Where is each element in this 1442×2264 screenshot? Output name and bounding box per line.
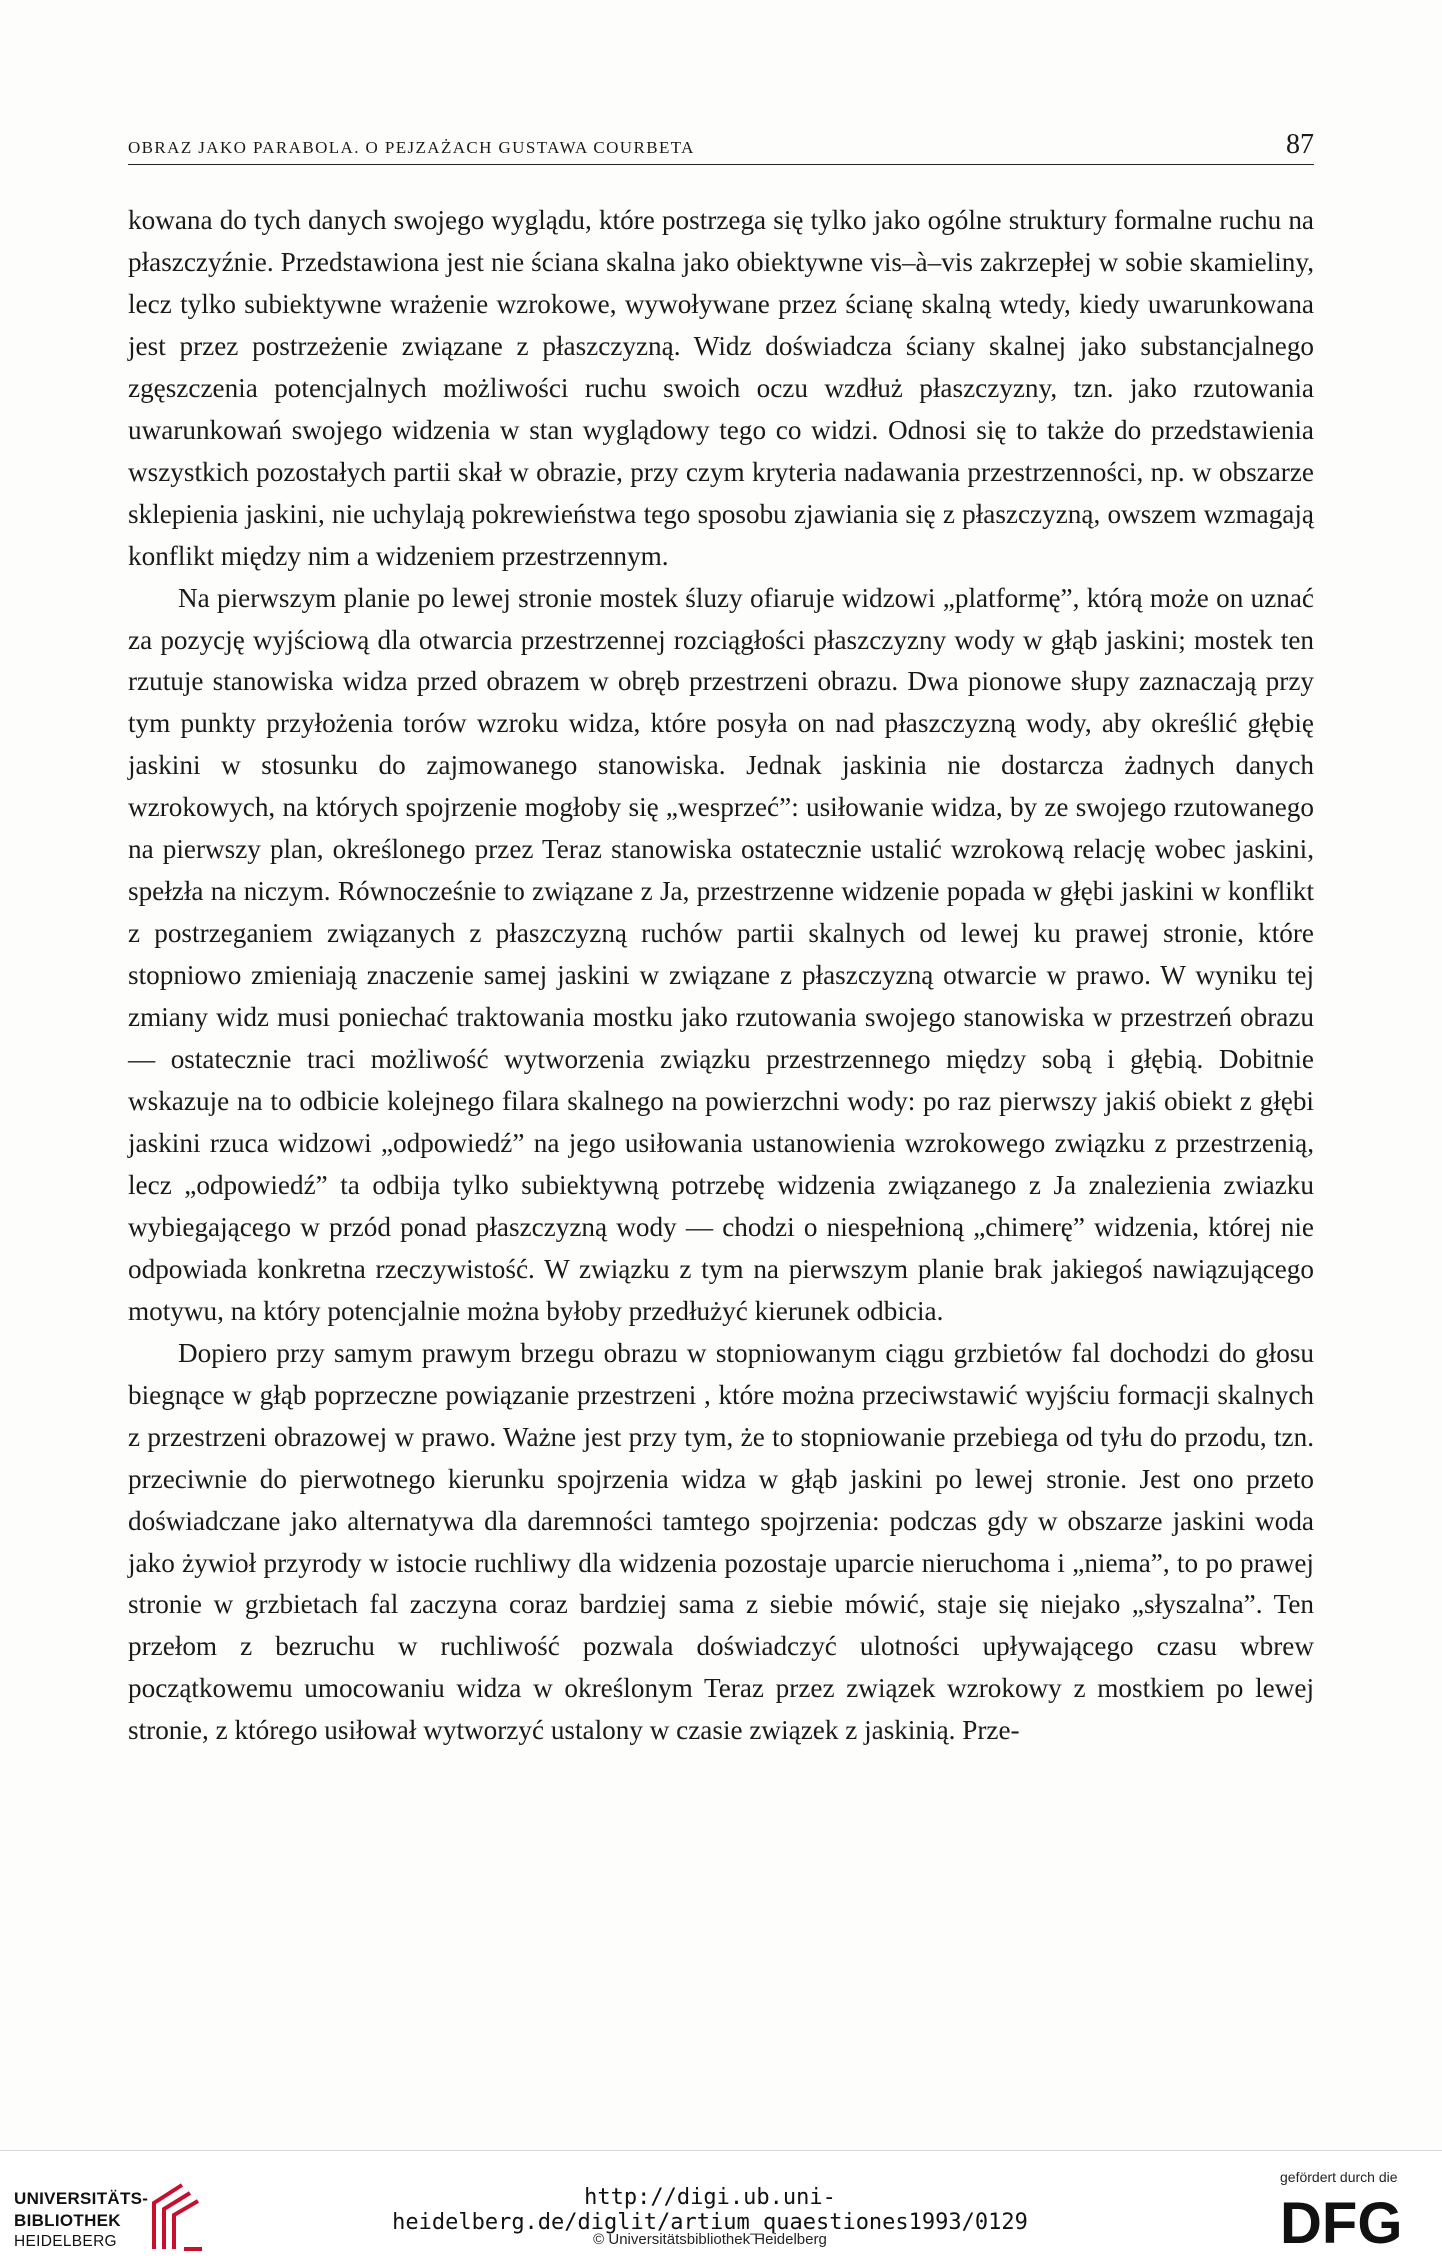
library-name-line: UNIVERSITÄTS-: [14, 2189, 149, 2208]
copyright-notice: © Universitätsbibliothek Heidelberg: [593, 2231, 827, 2248]
funder-block[interactable]: [1262, 2167, 1432, 2259]
paragraph: kowana do tych danych swojego wyglądu, które postrzega się tylko jako ogólne struktury formalne ruchu na płaszczyźnie. Przedstawiona jest nie ściana skalna jako obiektywne vis–à–vis zakrzepłej w sobie skamieliny, lecz tylko subiektywne wrażenie wzrokowe, wywoływane przez ścianę skalną wtedy, kiedy uwarunkowana jest przez postrzeżenie związane z płaszczyzną. Widz doświadcza ściany skalnej jako substancjalnego zgęszczenia potencjalnych możliwości ruchu swoich oczu wzdłuż płaszczyzny, tzn. jako rzutowania uwarunkowań swojego widzenia w stan wyglądowy tego co widzi. Odnosi się to także do przedstawienia wszystkich pozostałych partii skał w obrazie, przy czym kryteria nadawania przestrzenności, np. w obszarze sklepienia jaskini, nie uchylają pokrewieństwa tego sposobu zjawiania się z płaszczyzną, owszem wzmagają konflikt między nim a widzeniem przestrzennym.: [128, 205, 1314, 571]
library-city-line: HEIDELBERG: [14, 2233, 117, 2250]
funding-caption: gefördert durch die: [1280, 2169, 1398, 2185]
running-header: [128, 129, 1314, 165]
page-number: 87: [1286, 129, 1314, 160]
library-logo[interactable]: [14, 2179, 254, 2249]
footer-bar: [0, 2150, 1442, 2264]
dfg-logo-icon: [1280, 2191, 1420, 2251]
paragraph: Dopiero przy samym prawym brzegu obrazu w stopniowanym ciągu grzbietów fal dochodzi do głosu biegnące w głąb poprzeczne powiązanie przestrzeni , które można przeciwstawić wyjściu formacji skalnych z przestrzeni obrazowej w prawo. Ważne jest przy tym, że to stopniowanie przebiega od tyłu do przodu, tzn. przeciwnie do pierwotnego kierunku spojrzenia widza w głąb jaskini po lewej stronie. Jest ono przeto doświadczane jako alternatywa dla daremności tamtego spojrzenia: podczas gdy w obszarze jaskini woda jako żywioł przyrody w istocie ruchliwy dla widzenia pozostaje uparcie nieruchoma i „niema”, to po prawej stronie w grzbietach fal zaczyna coraz bardziej sama z siebie mówić, staje się niejako „słyszalna”. Ten przełom z bezruchu w ruchliwość pozwala doświadczyć ulotności upływającego czasu wbrew początkowemu umocowaniu widza w określonym Teraz przez związek wzrokowy z mostkiem po lewej stronie, z którego usiłował wytworzyć ustalony w czasie związek z jaskinią. Prze-: [128, 1337, 1314, 1746]
library-mark-icon: [146, 2179, 206, 2253]
paragraph: Na pierwszym planie po lewej stronie mostek śluzy ofiaruje widzowi „platformę”, którą może on uznać za pozycję wyjściową dla otwarcia przestrzennej rozciągłości płaszczyzny wody w głąb jaskini; mostek ten rzutuje stanowiska widza przed obrazem w obręb przestrzeni obrazu. Dwa pionowe słupy zaznaczają przy tym punkty przyłożenia torów wzroku widza, które posyła on nad płaszczyzną wody, aby określić głębię jaskini w stosunku do zajmowanego stanowiska. Jednak jaskinia nie dostarcza żadnych danych wzrokowych, na których spojrzenie mogłoby się „wesprzeć”: usiłowanie widza, by ze swojego rzutowanego na pierwszy plan, określonego przez Teraz stanowiska ostatecznie ustalić wzrokową relację wobec jaskini, spełzła na niczym. Równocześnie to związane z Ja, przestrzenne widzenie popada w głębi jaskini w konflikt z postrzeganiem związanych z płaszczyzną ruchów partii skalnych od lewej ku prawej stronie, które stopniowo zmieniają znaczenie samej jaskini w związane z płaszczyzną otwarcie w prawo. W wyniku tej zmiany widz musi poniechać traktowania mostku jako rzutowania swojego stanowiska w przestrzeń obrazu — ostatecznie traci możliwość wytworzenia związku przestrzennego między sobą i głębią. Dobitnie wskazuje na to odbicie kolejnego filara skalnego na powierzchni wody: po raz pierwszy jakiś obiekt z głębi jaskini rzuca widzowi „odpowiedź” na jego usiłowania ustanowienia wzrokowego związku z przestrzenią, lecz „odpowiedź” ta odbija tylko subiektywną potrzebę widzenia związanego z Ja znalezienia zwiazku wybiegającego w przód ponad płaszczyzną wody — chodzi o niespełnioną „chimerę” widzenia, której nie odpowiada konkretna rzeczywistość. W związku z tym na pierwszym planie brak jakiegoś nawiązującego motywu, na który potencjalnie można byłoby przedłużyć kierunek odbicia.: [128, 582, 1314, 1326]
library-name-line: BIBLIOTHEK: [14, 2211, 121, 2230]
running-title: OBRAZ JAKO PARABOLA. O PEJZAŻACH GUSTAWA COURBETA: [128, 138, 695, 157]
permalink-link[interactable]: http://digi.ub.uni-heidelberg.de/diglit/artium_quaestiones1993/0129: [392, 2185, 1028, 2235]
funder-logo-text: DFG: [1280, 2191, 1403, 2251]
body-text: [128, 200, 1314, 1752]
